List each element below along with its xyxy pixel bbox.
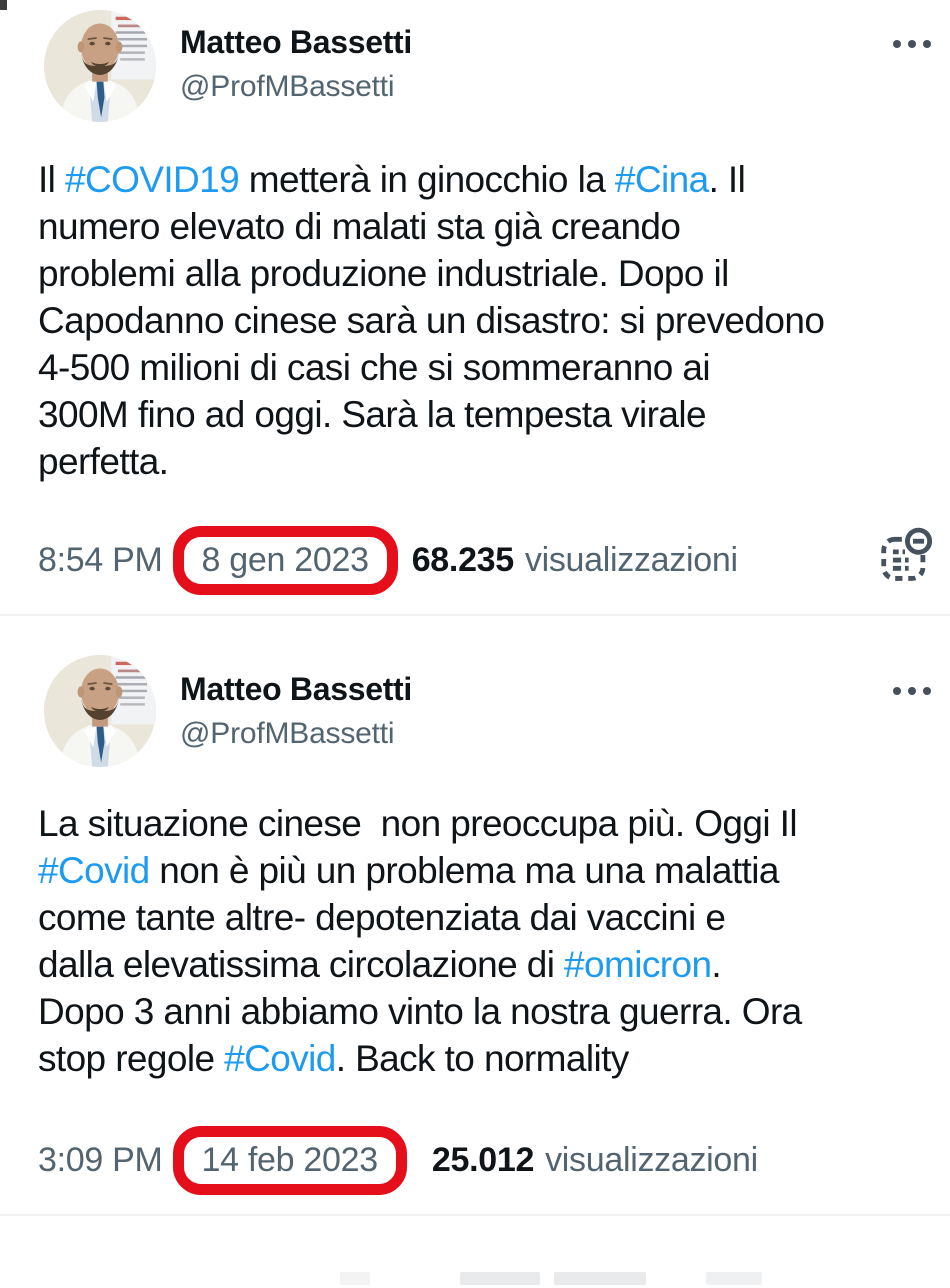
- cutoff-mark: [706, 1272, 762, 1285]
- profile-photo-doctor: [44, 655, 156, 767]
- cutoff-mark: [460, 1272, 540, 1285]
- text-run: dalla elevatissima circolazione di: [38, 944, 565, 985]
- tweet-text-line: [38, 847, 950, 894]
- hashtag-link[interactable]: #Covid: [224, 1038, 336, 1079]
- views-analytics-icon[interactable]: [876, 524, 934, 591]
- tweet-text-line: [38, 894, 950, 941]
- more-menu-button[interactable]: [893, 687, 931, 695]
- tweet-text-line: [38, 344, 950, 391]
- tweet-date[interactable]: 8 gen 2023: [201, 540, 369, 579]
- text-run: Capodanno cinese sarà un disastro: si prevedono: [38, 300, 825, 341]
- tweet-date-red-annotation: [173, 526, 398, 595]
- text-run: . Back to normality: [335, 1038, 629, 1079]
- text-run: non è più un problema ma una malattia: [149, 850, 779, 891]
- views-count: 25.012: [431, 1140, 535, 1179]
- profile-photo-doctor: [44, 10, 156, 122]
- text-run: stop regole: [38, 1038, 225, 1079]
- tweet-text-line: [38, 391, 950, 438]
- hashtag-link[interactable]: #omicron: [564, 944, 712, 985]
- avatar[interactable]: [44, 655, 156, 767]
- tweet-text-line: [38, 250, 950, 297]
- tweet-divider: [0, 1214, 950, 1216]
- views-label: visualizzazioni: [545, 1140, 758, 1179]
- author-name[interactable]: Matteo Bassetti: [180, 24, 413, 60]
- text-run: come tante altre- depotenziata dai vaccini e: [38, 897, 726, 938]
- text-run: problemi alla produzione industriale. Dopo il: [38, 253, 729, 294]
- text-run: .: [711, 944, 722, 985]
- text-run: La situazione cinese non preoccupa più. Oggi Il: [38, 803, 797, 844]
- text-run: metterà in ginocchio la: [239, 159, 615, 200]
- meta-separator: ·: [399, 1140, 411, 1179]
- avatar[interactable]: [44, 10, 156, 122]
- text-run: 4-500 milioni di casi che si sommeranno ai: [38, 347, 710, 388]
- tweet-text: [38, 800, 950, 1082]
- hashtag-link[interactable]: #COVID19: [64, 159, 240, 200]
- author-name[interactable]: Matteo Bassetti: [180, 671, 413, 707]
- author-handle[interactable]: @ProfMBassetti: [180, 70, 395, 103]
- dot-icon: [893, 687, 901, 695]
- tweet-text-line: [38, 156, 950, 203]
- tweet-text-line: [38, 800, 950, 847]
- hashtag-link[interactable]: #Cina: [614, 159, 709, 200]
- tweet: [0, 615, 950, 1215]
- tweet-text-line: [38, 988, 950, 1035]
- dot-icon: [908, 687, 916, 695]
- views-count: 68.235: [411, 540, 514, 579]
- tweet-meta-row: [38, 1113, 758, 1207]
- tweet-time[interactable]: 8:54 PM: [38, 540, 163, 579]
- cutoff-mark: [554, 1272, 646, 1285]
- cutoff-text-fragment: [340, 1272, 762, 1285]
- tweet-text-line: [38, 438, 950, 485]
- dot-icon: [923, 40, 931, 48]
- tweet-text-line: [38, 1035, 950, 1082]
- text-run: perfetta.: [38, 441, 169, 482]
- dot-icon: [908, 40, 916, 48]
- text-run: Dopo 3 anni abbiamo vinto la nostra guerra. Ora: [38, 991, 802, 1032]
- tweet-meta-row: [38, 514, 738, 606]
- text-run: . Il: [708, 159, 746, 200]
- tweet: [0, 0, 950, 615]
- tweet-date[interactable]: 14 feb 2023: [201, 1140, 378, 1179]
- tweet-text: [38, 156, 950, 485]
- author-handle[interactable]: @ProfMBassetti: [180, 717, 395, 750]
- views-label: visualizzazioni: [524, 540, 738, 579]
- tweet-date-red-annotation: [173, 1126, 407, 1195]
- hashtag-link[interactable]: #Covid: [38, 850, 150, 891]
- text-run: numero elevato di malati sta già creando: [38, 206, 681, 247]
- dot-icon: [923, 687, 931, 695]
- text-run: Il: [38, 159, 65, 200]
- tweet-text-line: [38, 297, 950, 344]
- tweet-time[interactable]: 3:09 PM: [38, 1140, 163, 1179]
- more-menu-button[interactable]: [893, 40, 931, 48]
- dot-icon: [893, 40, 901, 48]
- tweet-text-line: [38, 941, 950, 988]
- tweet-text-line: [38, 203, 950, 250]
- text-run: 300M fino ad oggi. Sarà la tempesta virale: [38, 394, 706, 435]
- cutoff-mark: [340, 1272, 370, 1285]
